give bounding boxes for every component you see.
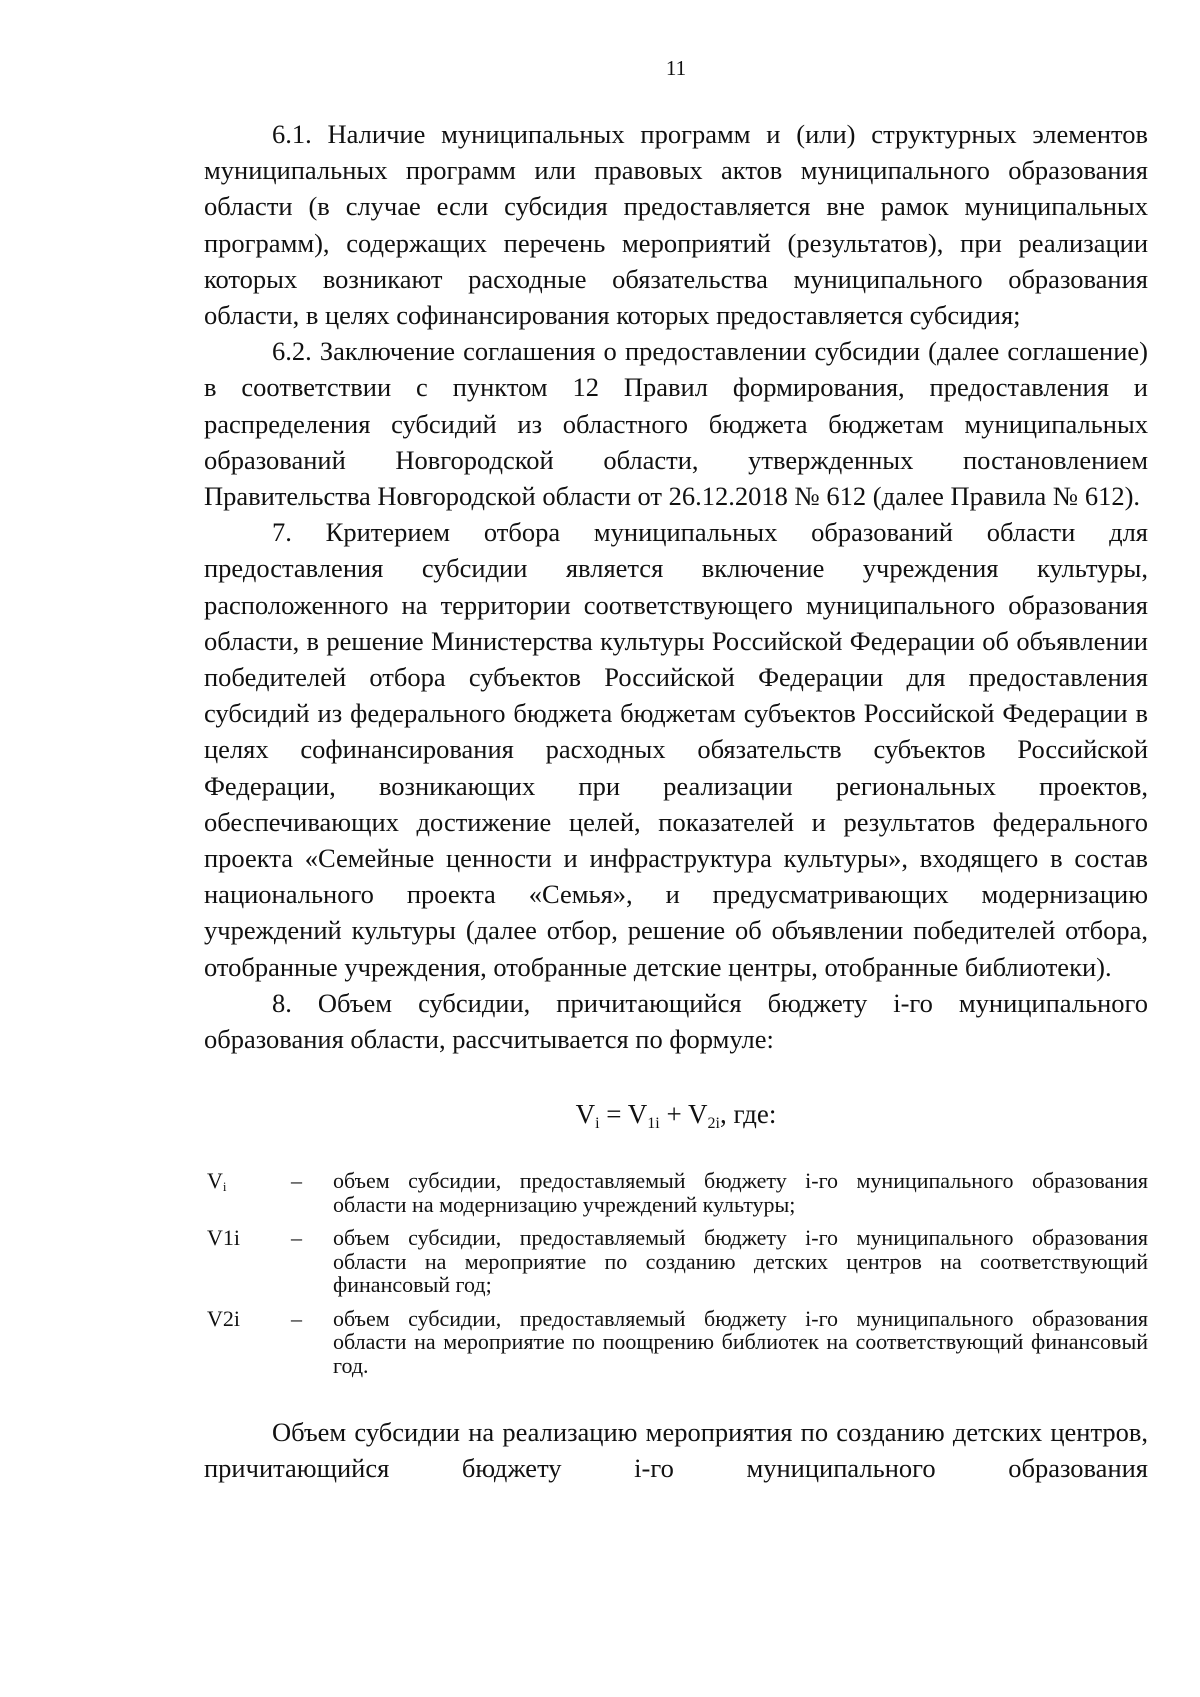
formula-term2: V: [688, 1099, 708, 1130]
formula-term2-sub: 2i: [707, 1115, 720, 1133]
formula: [204, 1092, 1148, 1136]
variable-dash: –: [291, 1168, 302, 1194]
variable-symbol: $V_i$: [207, 1168, 227, 1195]
paragraph-6-2: 6.2. Заключение соглашения о предоставлении субсидии (далее соглашение) в соответствии с пунктом 12 Правил формирования, предоставления и распределения субсидий из областного бюджета бюджетам муниципальных образований Новгородской области, утвержденных постановлением Правительства Новгородской области от 26.12.2018 № 612 (далее Правила № 612).: [204, 336, 1148, 512]
document-body: [204, 116, 1148, 1487]
variable-definitions: [204, 1169, 1148, 1377]
formula-term1: V: [627, 1099, 648, 1130]
formula-lhs: V: [575, 1099, 596, 1130]
formula-lhs-sub: i: [595, 1115, 600, 1133]
variable-symbol: V2i: [207, 1305, 240, 1331]
final-section: [204, 1414, 1148, 1486]
variable-row: [204, 1307, 1148, 1378]
variable-symbol: V1i: [207, 1225, 240, 1251]
variable-row: [204, 1169, 1148, 1216]
variable-description: объем субсидии, предоставляемый бюджету i-го муниципального образования области на модернизацию учреждений культуры;: [333, 1168, 1148, 1217]
paragraph-6-1: 6.1. Наличие муниципальных программ и (или) структурных элементов муниципальных программ или правовых актов муниципального образования области (в случае если субсидия предоставляется вне рамок муниципальных программ), содержащих перечень мероприятий (результатов), при реализации которых возникают расходные обязательства муниципального образования области, в целях софинансирования которых предоставляется субсидия;: [204, 119, 1148, 331]
page-number: 11: [665, 56, 687, 80]
variable-description: объем субсидии, предоставляемый бюджету i-го муниципального образования области на мероприятие по поощрению библиотек на соответствующий финансовый год.: [333, 1305, 1148, 1378]
final-paragraph: Объем субсидии на реализацию мероприятия по созданию детских центров, причитающийся бюджету i-го муниципального образования: [204, 1417, 1148, 1484]
variable-dash: –: [291, 1305, 302, 1331]
paragraph-8: 8. Объем субсидии, причитающийся бюджету i-го муниципального образования области, рассчитывается по формуле:: [204, 987, 1148, 1055]
variable-dash: –: [291, 1225, 302, 1251]
variable-row: [204, 1226, 1148, 1297]
variable-description: объем субсидии, предоставляемый бюджету i-го муниципального образования области на мероприятие по созданию детских центров на соответствующий финансовый год;: [333, 1225, 1148, 1298]
formula-tail: , где:: [719, 1099, 777, 1130]
formula-plus: +: [659, 1099, 688, 1130]
formula-equals: =: [599, 1099, 628, 1130]
formula-term1-sub: 1i: [647, 1115, 660, 1133]
paragraph-7: 7. Критерием отбора муниципальных образований области для предоставления субсидии является включение учреждения культуры, расположенного на территории соответствующего муниципального образования области, в решение Министерства культуры Российской Федерации об объявлении победителей отбора субъектов Российской Федерации для предоставления субсидий из федерального бюджета бюджетам субъектов Российской Федерации в целях софинансирования расходных обязательств субъектов Российской Федерации, возникающих при реализации региональных проектов, обеспечивающих достижение целей, показателей и результатов федерального проекта «Семейные ценности и инфраструктура культуры», входящего в состав национального проекта «Семья», и предусматривающих модернизацию учреждений культуры (далее отбор, решение об объявлении победителей отбора, отобранные учреждения, отобранные детские центры, отобранные библиотеки).: [204, 517, 1148, 982]
